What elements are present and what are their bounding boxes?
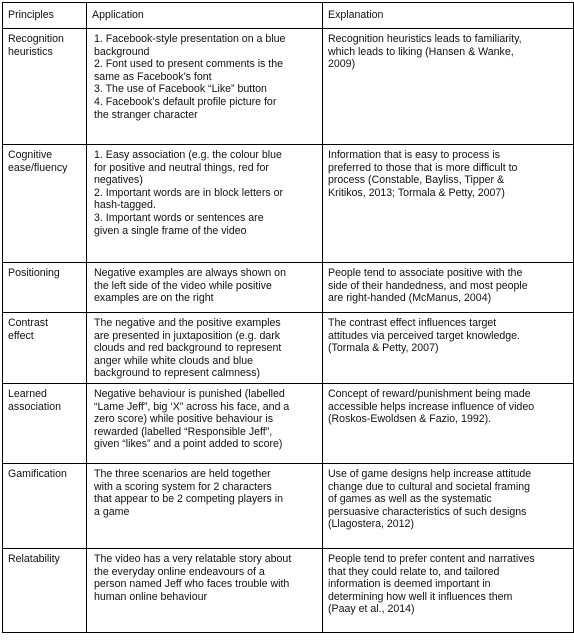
cell-text-line: (Roskos-Ewoldsen & Fazio, 1992). <box>328 413 492 426</box>
principle-cell <box>3 313 87 384</box>
principle-cell <box>3 29 87 145</box>
cell-text-line: given “likes” and a point added to score) <box>94 438 283 451</box>
cell-text-line: side of their handedness, and most people <box>328 279 528 292</box>
cell-text-line: are presented in juxtaposition (e.g. dark <box>94 329 281 342</box>
cell-text-line: with a scoring system for 2 characters <box>94 480 272 493</box>
cell-text-line: Cognitive <box>8 149 53 161</box>
cell-text-line: examples are on the right <box>94 292 214 305</box>
explanation-cell <box>323 548 574 632</box>
cell-text-line: human online behaviour <box>94 590 208 603</box>
cell-text-line: that they could relate to, and tailored <box>328 565 500 578</box>
cell-text-line: Negative examples are always shown on <box>94 267 286 279</box>
principle-cell <box>3 463 87 548</box>
cell-text-line: process (Constable, Bayliss, Tipper & <box>328 174 505 187</box>
cell-text-line: ease/fluency <box>8 161 68 174</box>
application-cell <box>87 383 323 463</box>
table-row <box>3 263 574 313</box>
cell-text-line: same as Facebook’s font <box>94 70 212 83</box>
cell-text-line: Positioning <box>8 267 60 279</box>
header-row <box>3 3 574 29</box>
cell-text-line: accessible helps increase influence of video <box>328 400 535 413</box>
cell-text-line: Information that is easy to process is <box>328 149 500 161</box>
cell-text-line: 2. Important words are in block letters or <box>94 186 284 199</box>
application-cell <box>87 313 323 384</box>
header-application: Application <box>87 3 323 29</box>
application-cell <box>87 263 323 313</box>
table-row <box>3 313 574 384</box>
explanation-cell <box>323 29 574 145</box>
cell-text-line: The three scenarios are held together <box>94 467 271 480</box>
cell-text-line: The video has a very relatable story about <box>94 552 292 565</box>
cell-text-line: “Lame Jeff”, big ‘X” across his face, and a <box>94 400 290 413</box>
explanation-cell <box>323 145 574 263</box>
principle-cell <box>3 383 87 463</box>
cell-text-line: Kritikos, 2013; Tormala & Petty, 2007) <box>328 186 505 199</box>
cell-text-line: are right-handed (McManus, 2004) <box>328 292 492 305</box>
cell-text-line: Use of game designs help increase attitude <box>328 467 532 480</box>
cell-text-line: People tend to associate positive with the <box>328 267 523 279</box>
cell-text-line: Negative behaviour is punished (labelled <box>94 387 285 400</box>
principles-table <box>2 2 574 633</box>
cell-text-line: hash-tagged. <box>94 199 156 212</box>
cell-text-line: that appear to be 2 competing players in <box>94 493 284 506</box>
cell-text-line: anger while white clouds and blue <box>94 354 254 367</box>
application-cell <box>87 29 323 145</box>
cell-text-line: (Paay et al., 2014) <box>328 603 415 616</box>
cell-text-line: heuristics <box>8 45 53 58</box>
cell-text-line: Relatability <box>8 552 60 565</box>
table-row <box>3 145 574 263</box>
cell-text-line: given a single frame of the video <box>94 224 247 237</box>
application-cell <box>87 145 323 263</box>
cell-text-line: Gamification <box>8 467 67 480</box>
table-row <box>3 29 574 145</box>
cell-text-line: information is deemed important in <box>328 578 491 591</box>
table-row <box>3 383 574 463</box>
cell-text-line: a game <box>94 505 130 518</box>
cell-text-line: clouds and red background to represent <box>94 342 282 355</box>
cell-text-line: change due to cultural and societal framing <box>328 480 530 493</box>
application-cell <box>87 463 323 548</box>
cell-text-line: effect <box>8 329 34 342</box>
cell-text-line: The contrast effect influences target <box>328 317 497 329</box>
cell-text-line: determining how well it influences them <box>328 590 513 603</box>
cell-text-line: persuasive characteristics of such designs <box>328 505 527 518</box>
cell-text-line: association <box>8 400 61 413</box>
cell-text-line: background to represent calmness) <box>94 367 261 380</box>
cell-text-line: 3. The use of Facebook “Like” button <box>94 83 267 96</box>
header-principles: Principles <box>3 3 87 29</box>
header-explanation: Explanation <box>323 3 574 29</box>
cell-text-line: (Llagostera, 2012) <box>328 518 414 531</box>
cell-text-line: preferred to those that is more difficult to <box>328 161 518 174</box>
cell-text-line: Concept of reward/punishment being made <box>328 387 531 400</box>
explanation-cell <box>323 313 574 384</box>
explanation-cell <box>323 383 574 463</box>
cell-text-line: negatives) <box>94 174 143 187</box>
cell-text-line: Recognition heuristics leads to familiarity, <box>328 33 522 45</box>
table-row <box>3 548 574 632</box>
table-row <box>3 463 574 548</box>
principle-cell <box>3 548 87 632</box>
explanation-cell <box>323 463 574 548</box>
cell-text-line: which leads to liking (Hansen & Wanke, <box>328 45 514 58</box>
principle-cell <box>3 263 87 313</box>
cell-text-line: (Tormala & Petty, 2007) <box>328 342 439 355</box>
cell-text-line: 2009) <box>328 58 356 71</box>
cell-text-line: Contrast <box>8 317 49 329</box>
cell-text-line: rewarded (labelled “Responsible Jeff”, <box>94 425 273 438</box>
principle-cell <box>3 145 87 263</box>
cell-text-line: People tend to prefer content and narratives <box>328 552 535 565</box>
cell-text-line: Learned <box>8 387 47 400</box>
cell-text-line: the left side of the video while positive <box>94 279 272 292</box>
document-page <box>2 2 574 633</box>
cell-text-line: background <box>94 45 150 58</box>
cell-text-line: 2. Font used to present comments is the <box>94 58 284 71</box>
cell-text-line: the stranger character <box>94 108 198 121</box>
explanation-cell <box>323 263 574 313</box>
cell-text-line: zero score) while positive behaviour is <box>94 413 273 426</box>
cell-text-line: of games as well as the systematic <box>328 493 492 506</box>
cell-text-line: for positive and neutral things, red for <box>94 161 269 174</box>
cell-text-line: The negative and the positive examples <box>94 317 281 329</box>
cell-text-line: 4. Facebook’s default profile picture for <box>94 95 277 108</box>
cell-text-line: person named Jeff who faces trouble with <box>94 578 290 591</box>
cell-text-line: 1. Easy association (e.g. the colour blue <box>94 149 282 161</box>
cell-text-line: Recognition <box>8 33 64 45</box>
cell-text-line: the everyday online endeavours of a <box>94 565 265 578</box>
cell-text-line: 1. Facebook-style presentation on a blue <box>94 33 286 45</box>
application-cell <box>87 548 323 632</box>
cell-text-line: attitudes via perceived target knowledge. <box>328 329 520 342</box>
cell-text-line: 3. Important words or sentences are <box>94 211 264 224</box>
